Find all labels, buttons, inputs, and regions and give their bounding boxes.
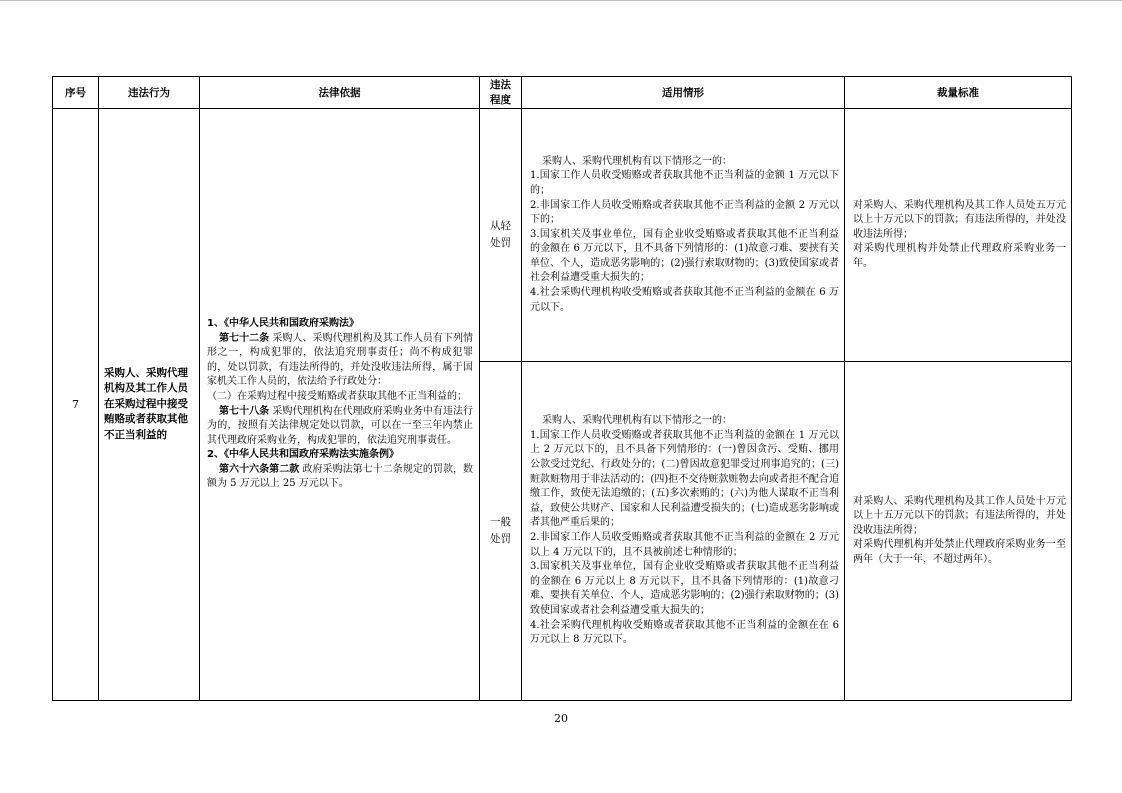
situation-general-item2: 2.非国家工作人员收受贿赂或者获取其他不正当利益的金额在 2 万元以上 4 万元以下的，且不具被前述七种情形的；	[530, 532, 839, 558]
degree-light	[480, 109, 522, 362]
standard-light	[845, 109, 1072, 362]
law2-article66-text: 政府采购法第七十二条规定的罚款，数额为 5 万元以上 25 万元以下。	[207, 463, 474, 490]
degree-general-line1: 一般	[490, 516, 511, 528]
law1-article72-item: （二）在采购过程中接受贿赂或者获取其他不正当利益的；	[207, 390, 467, 402]
header-row	[53, 77, 1072, 109]
violation-text: 采购人、采购代理机构及其工作人员在采购过程中接受贿赂或者获取其他不正当利益的	[99, 109, 200, 701]
legal-basis-cell	[200, 109, 480, 701]
header-violation: 违法行为	[99, 77, 200, 109]
header-degree	[480, 77, 522, 109]
situation-light-intro: 采购人、采购代理机构有以下情形之一的：	[542, 155, 732, 167]
standard-light-line1: 对采购人、采购代理机构及其工作人员处五万元以上十万元以下的罚款；有违法所得的，并处没收违法所得；	[853, 199, 1066, 240]
situation-general-item3: 3.国家机关及事业单位，国有企业收受贿赂或者获取其他不正当利益的金额在 6 万元以上 8 万元以下，且不具备下列情形的：(1)故意刁难、要挟有关单位、个人，造成恶劣影响的；(2)强行索取财物的；(3)致使国家或者社会利益遭受重大损失的；	[530, 561, 839, 616]
header-legal-basis: 法律依据	[200, 77, 480, 109]
law1-article72-text: 采购人、采购代理机构及其工作人员有下列情形之一，构成犯罪的，依法追究刑事责任；尚不构成犯罪的，处以罚款，有违法所得的，并处没收违法所得，属于国家机关工作人员的，依法给予行政处分：	[207, 332, 474, 388]
law1-article78-label: 第七十八条	[219, 405, 270, 417]
law1-title: 1、《中华人民共和国政府采购法》	[207, 317, 359, 329]
standard-general	[845, 362, 1072, 701]
situation-general	[522, 362, 845, 701]
standard-general-line2: 对采购代理机构并处禁止代理政府采购业务一至两年（大于一年，不超过两年）。	[853, 539, 1066, 565]
situation-light	[522, 109, 845, 362]
law1-article78-text: 采购代理机构在代理政府采购业务中有违法行为的，按照有关法律规定处以罚款，可以在一至三年内禁止其代理政府采购业务，构成犯罪的，依法追究刑事责任。	[207, 405, 474, 446]
situation-light-item2: 2.非国家工作人员收受贿赂或者获取其他不正当利益的金额 2 万元以下的；	[530, 199, 839, 226]
law1-article72-label: 第七十二条	[219, 332, 270, 344]
situation-light-item1: 1.国家工作人员收受贿赂或者获取其他不正当利益的金额 1 万元以下的；	[530, 170, 839, 196]
row-light	[53, 109, 1072, 362]
law2-article66-label: 第六十六条第二款	[219, 463, 300, 475]
degree-light-line1: 从轻	[490, 220, 511, 232]
header-standard: 裁量标准	[845, 77, 1072, 109]
standard-light-line2: 对采购代理机构并处禁止代理政府采购业务一年。	[853, 243, 1066, 269]
situation-light-item3: 3.国家机关及事业单位，国有企业收受贿赂或者获取其他不正当利益的金额在 6 万元以下，且不具备下列情形的：(1)故意刁难、要挟有关单位、个人，造成恶劣影响的；(2)强行索取财物的；(3)致使国家或者社会利益遭受重大损失的；	[530, 228, 839, 284]
degree-light-line2: 处罚	[490, 237, 511, 249]
penalty-standard-table	[52, 76, 1072, 701]
header-situation: 适用情形	[522, 77, 845, 109]
degree-general	[480, 362, 522, 701]
situation-light-item4: 4.社会采购代理机构收受贿赂或者获取其他不正当利益的金额在 6 万元以下。	[530, 287, 839, 313]
top-border-line	[0, 0, 1122, 1]
situation-general-item4: 4.社会采购代理机构收受贿赂或者获取其他不正当利益的金额在在 6 万元以上 8 万元以下。	[530, 619, 839, 646]
standard-general-line1: 对采购人、采购代理机构及其工作人员处十万元以上十五万元以下的罚款；有违法所得的，并处没收违法所得；	[853, 495, 1066, 536]
row-seq: 7	[53, 109, 99, 701]
header-degree-line1: 违法	[490, 78, 511, 91]
situation-general-item1: 1.国家工作人员收受贿赂或者获取其他不正当利益的金额在 1 万元以上 2 万元以下的，且不具备下列情形的：(一)曾因贪污、受贿、挪用公款受过党纪、行政处分的；(二)曾因故意犯罪受过刑事追究的；(三)赃款赃物用于非法活动的；(四)拒不交待赃款赃物去向或者拒不配合追缴工作，致使无法追缴的；(五)多次索贿的；(六)为他人谋取不正当利益，致使公共财产、国家和人民利益遭受损失的；(七)造成恶劣影响或者其他严重后果的；	[530, 429, 839, 529]
law2-title: 2、《中华人民共和国政府采购法实施条例》	[207, 449, 399, 461]
degree-general-line2: 处罚	[490, 533, 511, 545]
header-degree-line2: 程度	[490, 93, 511, 106]
page-number: 20	[554, 712, 568, 725]
header-seq: 序号	[53, 77, 99, 109]
situation-general-intro: 采购人、采购代理机构有以下情形之一的：	[542, 415, 732, 427]
